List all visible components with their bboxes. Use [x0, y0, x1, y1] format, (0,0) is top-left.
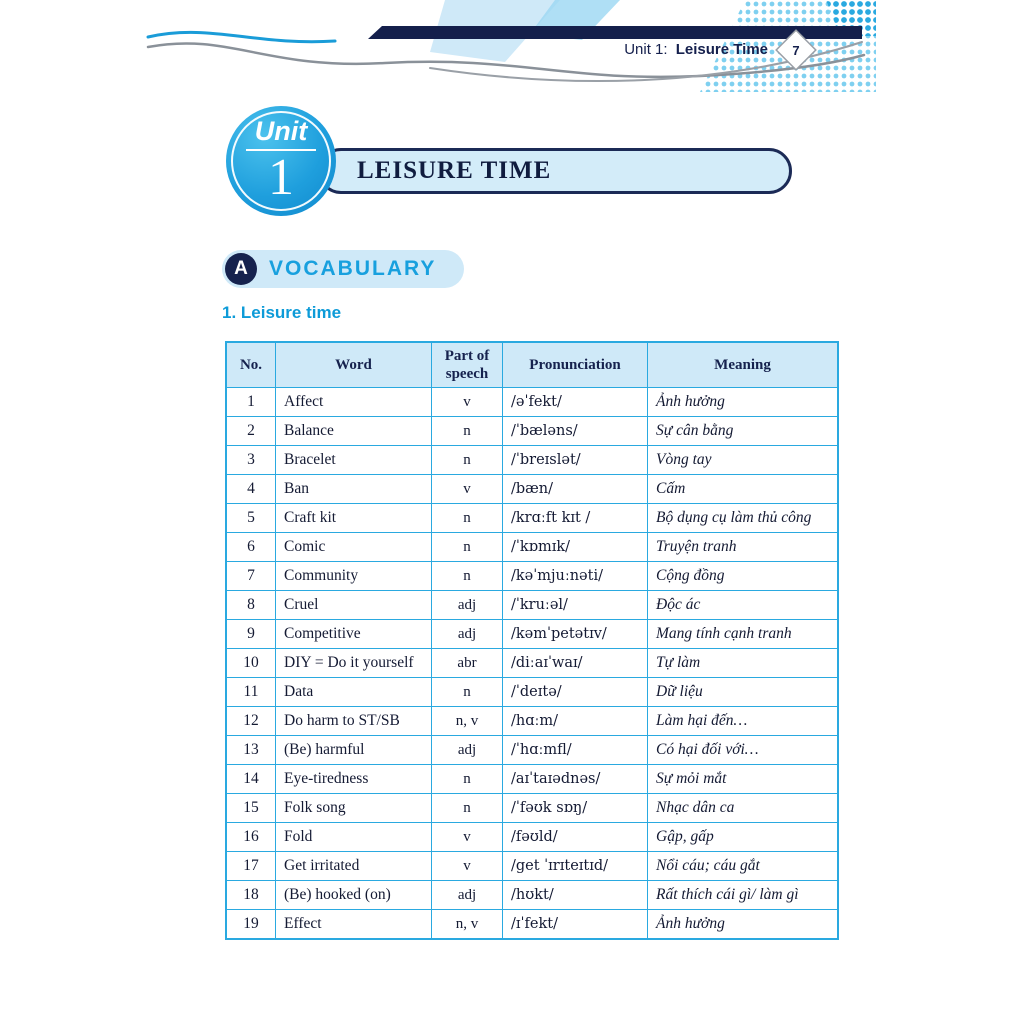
- cell-no: 15: [226, 794, 276, 823]
- cell-no: 17: [226, 852, 276, 881]
- cell-pos: v: [432, 852, 503, 881]
- swoosh-blue: [148, 32, 335, 41]
- table-row: [226, 591, 838, 620]
- cell-no: 1: [226, 388, 276, 417]
- vocab-table: [225, 341, 839, 940]
- vocab-table-body: [226, 388, 838, 940]
- cell-pronunciation: /əˈfekt/: [503, 388, 648, 417]
- header-meaning: Meaning: [648, 342, 839, 388]
- cell-meaning: Có hại đối với…: [648, 736, 839, 765]
- cell-no: 3: [226, 446, 276, 475]
- table-row: [226, 794, 838, 823]
- cell-meaning: Ảnh hưởng: [648, 910, 839, 940]
- cell-pos: n: [432, 533, 503, 562]
- cell-meaning: Làm hại đến…: [648, 707, 839, 736]
- cell-meaning: Gập, gấp: [648, 823, 839, 852]
- cell-no: 19: [226, 910, 276, 940]
- vocab-table-container: [225, 341, 812, 940]
- header-part-of-speech: Part of speech: [432, 342, 503, 388]
- cell-pos: n: [432, 765, 503, 794]
- cell-no: 2: [226, 417, 276, 446]
- table-row: [226, 533, 838, 562]
- header-pronunciation: Pronunciation: [503, 342, 648, 388]
- cell-pos: n: [432, 562, 503, 591]
- cell-pos: v: [432, 388, 503, 417]
- cell-no: 16: [226, 823, 276, 852]
- table-row: [226, 707, 838, 736]
- cell-word: Comic: [276, 533, 432, 562]
- table-row: [226, 736, 838, 765]
- cell-meaning: Vòng tay: [648, 446, 839, 475]
- cell-meaning: Dữ liệu: [648, 678, 839, 707]
- cell-pronunciation: /diːaɪˈwaɪ/: [503, 649, 648, 678]
- cell-no: 4: [226, 475, 276, 504]
- unit-title: LEISURE TIME: [357, 157, 552, 184]
- table-row: [226, 852, 838, 881]
- cell-word: Fold: [276, 823, 432, 852]
- cell-word: Do harm to ST/SB: [276, 707, 432, 736]
- section-title: VOCABULARY: [269, 257, 437, 280]
- table-row: [226, 475, 838, 504]
- cell-pronunciation: /aɪˈtaɪədnəs/: [503, 765, 648, 794]
- cell-pronunciation: /ˈfəʊk sɒŋ/: [503, 794, 648, 823]
- cell-no: 8: [226, 591, 276, 620]
- breadcrumb-unit-label: Unit 1:: [624, 41, 668, 58]
- cell-no: 11: [226, 678, 276, 707]
- cell-word: Community: [276, 562, 432, 591]
- subsection-title: 1. Leisure time: [222, 303, 342, 322]
- cell-no: 5: [226, 504, 276, 533]
- table-row: [226, 823, 838, 852]
- cell-pronunciation: /hʊkt/: [503, 881, 648, 910]
- table-row: [226, 649, 838, 678]
- cell-no: 14: [226, 765, 276, 794]
- cell-word: Craft kit: [276, 504, 432, 533]
- table-row: [226, 881, 838, 910]
- table-row: [226, 765, 838, 794]
- unit-title-bar: [318, 148, 792, 194]
- cell-no: 13: [226, 736, 276, 765]
- table-row: [226, 388, 838, 417]
- cell-word: DIY = Do it yourself: [276, 649, 432, 678]
- section-a-icon: A: [225, 253, 257, 285]
- cell-word: Ban: [276, 475, 432, 504]
- table-row: [226, 504, 838, 533]
- cell-no: 18: [226, 881, 276, 910]
- cell-pronunciation: /ˈbreɪslət/: [503, 446, 648, 475]
- cell-pronunciation: /ˈdeɪtə/: [503, 678, 648, 707]
- cell-pronunciation: /krɑːft kɪt /: [503, 504, 648, 533]
- table-row: [226, 446, 838, 475]
- cell-pronunciation: /fəʊld/: [503, 823, 648, 852]
- cell-meaning: Rất thích cái gì/ làm gì: [648, 881, 839, 910]
- cell-no: 9: [226, 620, 276, 649]
- header-no: No.: [226, 342, 276, 388]
- cell-pronunciation: /ˈkɒmɪk/: [503, 533, 648, 562]
- cell-meaning: Độc ác: [648, 591, 839, 620]
- cell-pronunciation: /hɑːm/: [503, 707, 648, 736]
- cell-meaning: Truyện tranh: [648, 533, 839, 562]
- cell-no: 12: [226, 707, 276, 736]
- cell-pronunciation: /ˈhɑːmfl/: [503, 736, 648, 765]
- table-row: [226, 910, 838, 940]
- cell-pos: n: [432, 678, 503, 707]
- breadcrumb: [624, 41, 768, 58]
- cell-pos: n, v: [432, 910, 503, 940]
- cell-pos: adj: [432, 620, 503, 649]
- cell-word: Competitive: [276, 620, 432, 649]
- cell-pos: abr: [432, 649, 503, 678]
- header-word: Word: [276, 342, 432, 388]
- cell-meaning: Nhạc dân ca: [648, 794, 839, 823]
- cell-meaning: Tự làm: [648, 649, 839, 678]
- cell-word: (Be) harmful: [276, 736, 432, 765]
- cell-meaning: Mang tính cạnh tranh: [648, 620, 839, 649]
- unit-badge-number: 1: [268, 149, 294, 207]
- navy-bar: [368, 26, 862, 39]
- table-row: [226, 620, 838, 649]
- cell-word: Data: [276, 678, 432, 707]
- cell-no: 6: [226, 533, 276, 562]
- cell-pronunciation: /ɪˈfekt/: [503, 910, 648, 940]
- unit-circle-badge: [226, 106, 336, 216]
- cell-meaning: Cấm: [648, 475, 839, 504]
- section-vocabulary-header: [222, 250, 464, 288]
- cell-word: Eye-tiredness: [276, 765, 432, 794]
- cell-meaning: Bộ dụng cụ làm thủ công: [648, 504, 839, 533]
- cell-word: Balance: [276, 417, 432, 446]
- vocab-table-head: [226, 342, 838, 388]
- cell-pos: n: [432, 794, 503, 823]
- cell-no: 10: [226, 649, 276, 678]
- header-decoration: [0, 0, 1024, 110]
- cell-pos: n, v: [432, 707, 503, 736]
- cell-pos: v: [432, 823, 503, 852]
- cell-word: Get irritated: [276, 852, 432, 881]
- cell-word: Bracelet: [276, 446, 432, 475]
- cell-meaning: Sự mỏi mắt: [648, 765, 839, 794]
- cell-pos: n: [432, 504, 503, 533]
- cell-pos: v: [432, 475, 503, 504]
- table-row: [226, 417, 838, 446]
- breadcrumb-unit-title: Leisure Time: [675, 41, 768, 58]
- cell-pronunciation: /get ˈɪrɪteɪtɪd/: [503, 852, 648, 881]
- table-row: [226, 562, 838, 591]
- cell-pronunciation: /ˈkruːəl/: [503, 591, 648, 620]
- cell-pos: n: [432, 446, 503, 475]
- cell-no: 7: [226, 562, 276, 591]
- cell-pos: n: [432, 417, 503, 446]
- cell-pronunciation: /ˈbæləns/: [503, 417, 648, 446]
- page-number: 7: [792, 43, 800, 58]
- cell-meaning: Ảnh hưởng: [648, 388, 839, 417]
- cell-meaning: Sự cân bằng: [648, 417, 839, 446]
- cell-pos: adj: [432, 881, 503, 910]
- cell-pronunciation: /bæn/: [503, 475, 648, 504]
- cell-pos: adj: [432, 591, 503, 620]
- cell-pronunciation: /kəˈmjuːnəti/: [503, 562, 648, 591]
- cell-pronunciation: /kəmˈpetətɪv/: [503, 620, 648, 649]
- cell-word: Folk song: [276, 794, 432, 823]
- unit-badge-divider: [246, 149, 316, 151]
- unit-badge-label: Unit: [254, 116, 308, 147]
- cell-word: Cruel: [276, 591, 432, 620]
- cell-meaning: Nổi cáu; cáu gắt: [648, 852, 839, 881]
- table-row: [226, 678, 838, 707]
- cell-word: Affect: [276, 388, 432, 417]
- cell-word: Effect: [276, 910, 432, 940]
- cell-meaning: Cộng đồng: [648, 562, 839, 591]
- cell-pos: adj: [432, 736, 503, 765]
- cell-word: (Be) hooked (on): [276, 881, 432, 910]
- header-row: [226, 342, 838, 388]
